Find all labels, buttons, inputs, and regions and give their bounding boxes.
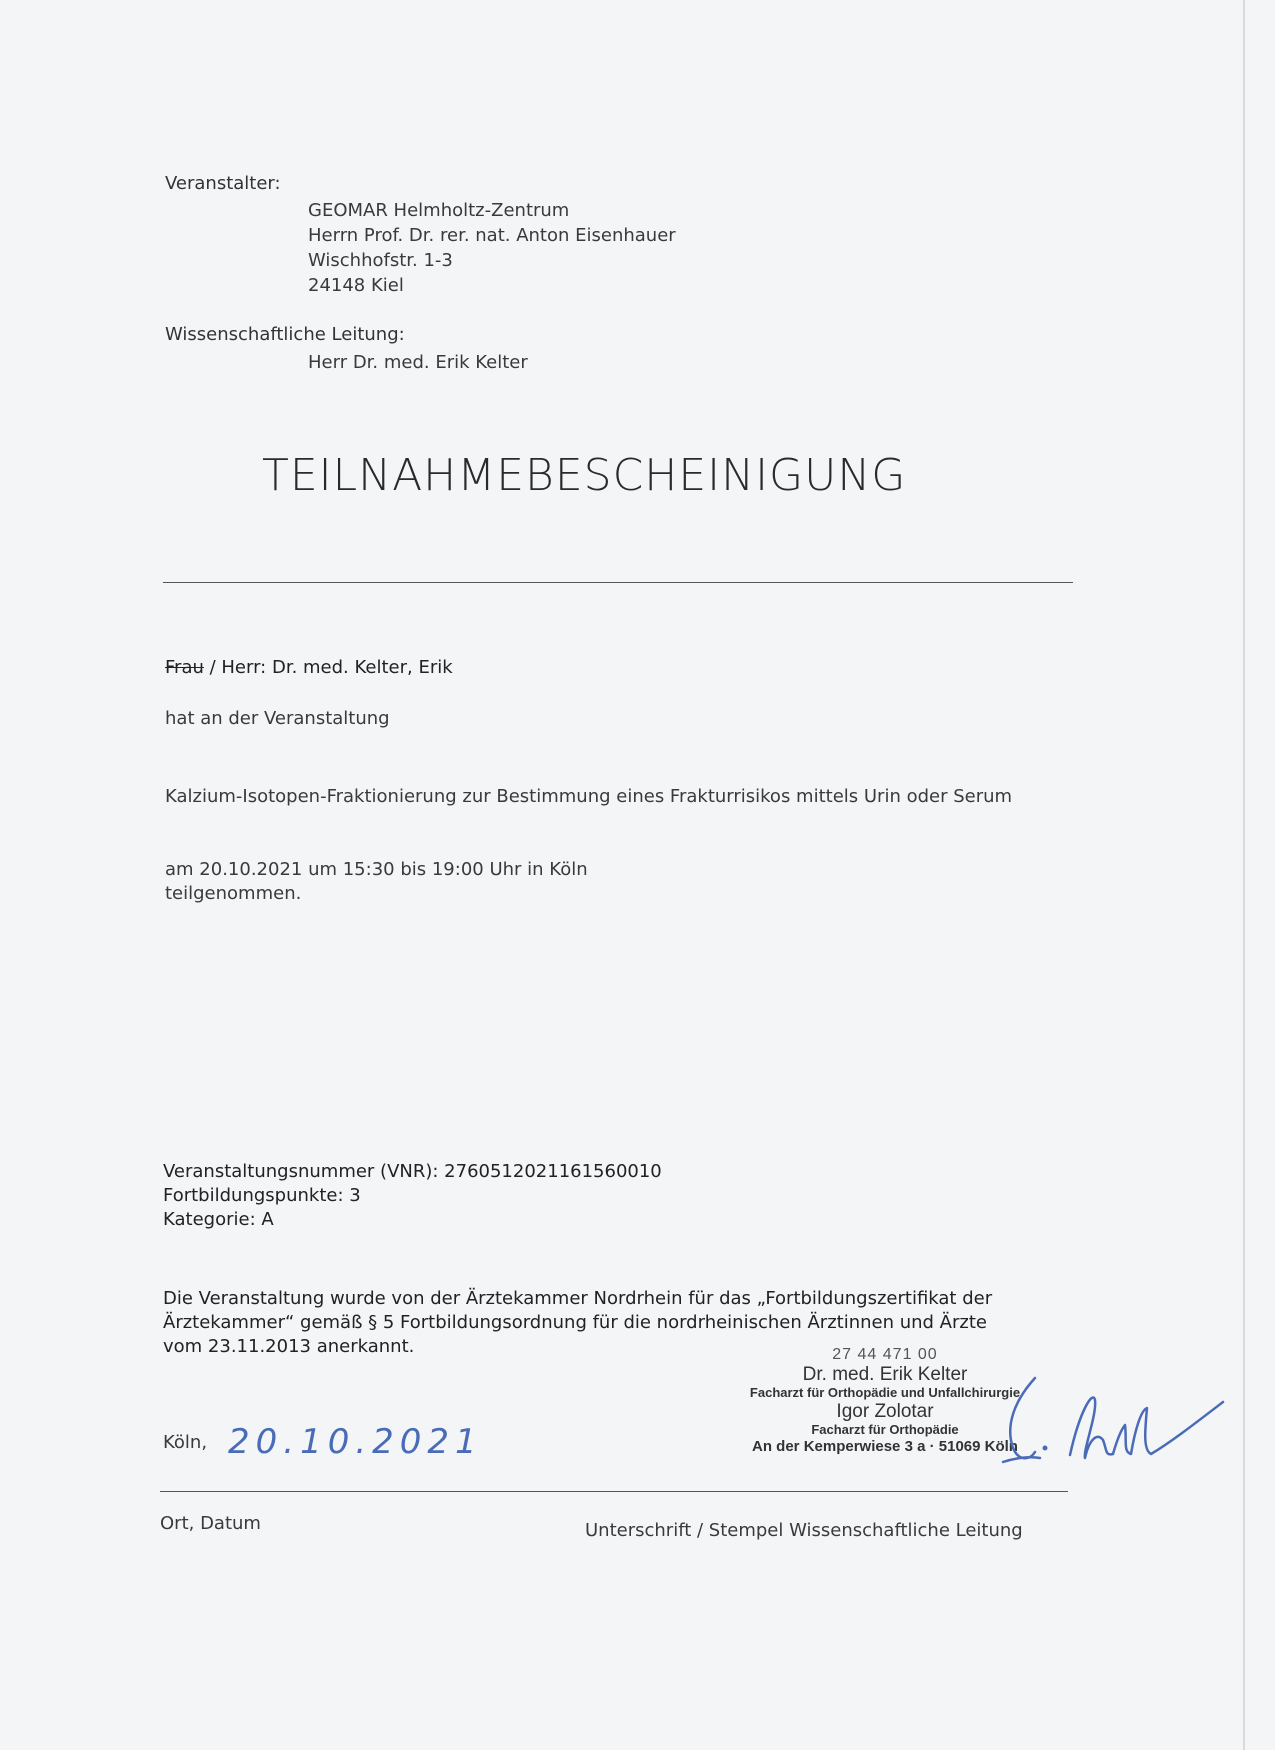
stamp-title1: Facharzt für Orthopädie und Unfallchirurgie [749,1385,1021,1401]
signature-label: Unterschrift / Stempel Wissenschaftliche Leitung [585,1520,1023,1541]
stamp-doctor2: Igor Zolotar [836,1401,934,1423]
place-date-label: Ort, Datum [160,1513,261,1534]
organizer-line: Herrn Prof. Dr. rer. nat. Anton Eisenhauer [308,225,676,246]
recognition-line: Ärztekammer“ gemäß § 5 Fortbildungsordnung für die nordrheinischen Ärztinnen und Ärzte [163,1312,987,1333]
document-title: TEILNAHMEBESCHEINIGUNG [262,450,907,501]
stamp-title2: Facharzt für Orthopädie [811,1422,959,1438]
organizer-line: 24148 Kiel [308,275,404,296]
organizer-label: Veranstalter: [165,173,281,194]
paper-edge [1243,0,1245,1750]
organizer-line: GEOMAR Helmholtz-Zentrum [308,200,570,221]
handwritten-date: 20.10.2021 [228,1422,483,1462]
category-line: Kategorie: A [163,1209,274,1230]
recognition-line: Die Veranstaltung wurde von der Ärztekammer Nordrhein für das „Fortbildungszertifikat der [163,1288,993,1309]
participant-name: / Herr: Dr. med. Kelter, Erik [203,657,453,678]
organizer-line: Wischhofstr. 1-3 [308,250,453,271]
participant-line [165,657,453,678]
title-divider [163,582,1073,583]
recognition-line: vom 23.11.2013 anerkannt. [163,1336,415,1357]
struck-salutation: Frau [165,657,204,678]
stamp-doctor1: Dr. med. Erik Kelter [802,1364,968,1386]
stamp-address: An der Kemperwiese 3 a · 51069 Köln [752,1437,1018,1455]
scientific-lead-name: Herr Dr. med. Erik Kelter [308,352,528,373]
event-name: Kalzium-Isotopen-Fraktionierung zur Bestimmung eines Frakturrisikos mittels Urin oder Serum [165,786,1013,807]
stamp-number: 27 44 471 00 [832,1346,938,1363]
scientific-lead-label: Wissenschaftliche Leitung: [165,324,405,345]
event-intro: hat an der Veranstaltung [165,708,390,729]
event-date-line: am 20.10.2021 um 15:30 bis 19:00 Uhr in Köln [165,859,588,880]
event-closing: teilgenommen. [165,883,302,904]
place-label: Köln, [163,1432,208,1453]
signature-divider [160,1491,1068,1492]
handwritten-signature [985,1370,1240,1480]
points-line: Fortbildungspunkte: 3 [163,1185,361,1206]
vnr-line: Veranstaltungsnummer (VNR): 2760512021161560010 [163,1161,662,1182]
